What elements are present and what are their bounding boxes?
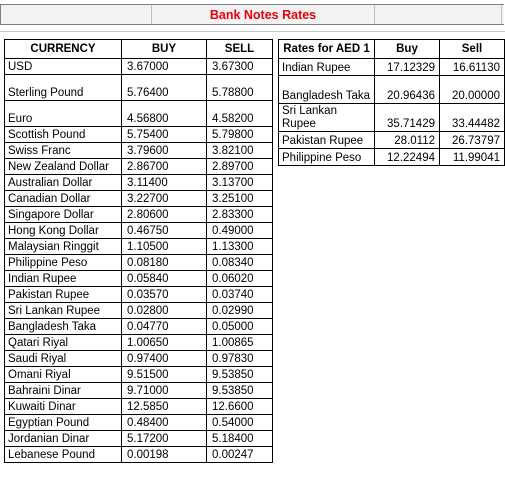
buy-rate-cell: 3.11400: [122, 175, 207, 191]
currency-name-cell: New Zealand Dollar: [5, 159, 122, 175]
currency-name-cell: USD: [5, 59, 122, 75]
table-row: [5, 239, 273, 255]
sell-rate-cell: 0.02990: [207, 303, 273, 319]
column-header-rates-for-aed: Rates for AED 1: [279, 40, 375, 59]
column-header-buy: BUY: [122, 40, 207, 59]
table-row: [5, 287, 273, 303]
buy-rate-cell: 0.03570: [122, 287, 207, 303]
table-row: [5, 319, 273, 335]
currency-name-cell: Indian Rupee: [5, 271, 122, 287]
currency-name-cell: Bahraini Dinar: [5, 383, 122, 399]
sell-rate-cell: 5.79800: [207, 127, 273, 143]
sell-rate-cell: 0.54000: [207, 415, 273, 431]
buy-rate-cell: 28.0112: [375, 132, 440, 149]
sell-rate-cell: 2.89700: [207, 159, 273, 175]
sell-rate-cell: 0.49000: [207, 223, 273, 239]
separator: [0, 31, 505, 32]
currency-name-cell: Lebanese Pound: [5, 447, 122, 463]
sell-rate-cell: 5.78800: [207, 75, 273, 101]
sell-rate-cell: 0.05000: [207, 319, 273, 335]
table-row: [5, 175, 273, 191]
table-row: [5, 143, 273, 159]
bank-notes-rates-table: [4, 39, 273, 463]
table-row: [5, 415, 273, 431]
table-row: [5, 101, 273, 127]
sell-rate-cell: 3.82100: [207, 143, 273, 159]
buy-rate-cell: 3.67000: [122, 59, 207, 75]
page-title: Bank Notes Rates: [151, 5, 375, 24]
currency-name-cell: Sterling Pound: [5, 75, 122, 101]
column-header-sell: SELL: [207, 40, 273, 59]
currency-name-cell: Scottish Pound: [5, 127, 122, 143]
buy-rate-cell: 5.75400: [122, 127, 207, 143]
sell-rate-cell: 16.61130: [440, 59, 505, 76]
currency-name-cell: Sri Lankan Rupee: [5, 303, 122, 319]
column-header-buy: Buy: [375, 40, 440, 59]
buy-rate-cell: 3.79600: [122, 143, 207, 159]
sell-rate-cell: 20.00000: [440, 76, 505, 104]
column-header-sell: Sell: [440, 40, 505, 59]
buy-rate-cell: 3.22700: [122, 191, 207, 207]
sell-rate-cell: 26.73797: [440, 132, 505, 149]
currency-name-cell: Kuwaiti Dinar: [5, 399, 122, 415]
buy-rate-cell: 0.02800: [122, 303, 207, 319]
currency-name-cell: Pakistan Rupee: [5, 287, 122, 303]
table-row: [5, 127, 273, 143]
buy-rate-cell: 0.00198: [122, 447, 207, 463]
aed-rates-table: [278, 39, 505, 166]
buy-rate-cell: 5.76400: [122, 75, 207, 101]
table-row: [5, 255, 273, 271]
currency-name-cell: Canadian Dollar: [5, 191, 122, 207]
buy-rate-cell: 2.86700: [122, 159, 207, 175]
table-row: [5, 59, 273, 75]
title-bar-edge: [501, 5, 505, 24]
currency-name-cell: Indian Rupee: [279, 59, 375, 76]
sell-rate-cell: 0.06020: [207, 271, 273, 287]
sell-rate-cell: 1.13300: [207, 239, 273, 255]
table-row: [5, 303, 273, 319]
table-row: [5, 191, 273, 207]
sell-rate-cell: 5.18400: [207, 431, 273, 447]
table-row: [5, 159, 273, 175]
table-row: [5, 431, 273, 447]
table-row: [5, 75, 273, 101]
currency-name-cell: Omani Riyal: [5, 367, 122, 383]
sell-rate-cell: 12.6600: [207, 399, 273, 415]
table-header-row: [279, 40, 505, 59]
buy-rate-cell: 0.04770: [122, 319, 207, 335]
currency-name-cell: Saudi Riyal: [5, 351, 122, 367]
sell-rate-cell: 3.13700: [207, 175, 273, 191]
sell-rate-cell: 0.00247: [207, 447, 273, 463]
sell-rate-cell: 9.53850: [207, 367, 273, 383]
sell-rate-cell: 0.08340: [207, 255, 273, 271]
buy-rate-cell: 0.05840: [122, 271, 207, 287]
table-row: [5, 447, 273, 463]
buy-rate-cell: 0.48400: [122, 415, 207, 431]
currency-name-cell: Bangladesh Taka: [5, 319, 122, 335]
buy-rate-cell: 12.22494: [375, 149, 440, 166]
currency-name-cell: Pakistan Rupee: [279, 132, 375, 149]
buy-rate-cell: 5.17200: [122, 431, 207, 447]
buy-rate-cell: 1.00650: [122, 335, 207, 351]
buy-rate-cell: 4.56800: [122, 101, 207, 127]
sell-rate-cell: 1.00865: [207, 335, 273, 351]
buy-rate-cell: 2.80600: [122, 207, 207, 223]
currency-name-cell: Australian Dollar: [5, 175, 122, 191]
title-bar: [0, 4, 504, 25]
table-row: [279, 59, 505, 76]
sell-rate-cell: 33.44482: [440, 104, 505, 132]
currency-name-cell: Sri Lankan Rupee: [279, 104, 375, 132]
table-row: [5, 207, 273, 223]
buy-rate-cell: 20.96436: [375, 76, 440, 104]
sell-rate-cell: 2.83300: [207, 207, 273, 223]
sell-rate-cell: 11.99041: [440, 149, 505, 166]
table-row: [5, 367, 273, 383]
buy-rate-cell: 1.10500: [122, 239, 207, 255]
table-header-row: [5, 40, 273, 59]
table-row: [5, 223, 273, 239]
sell-rate-cell: 0.97830: [207, 351, 273, 367]
table-row: [5, 351, 273, 367]
currency-name-cell: Swiss Franc: [5, 143, 122, 159]
buy-rate-cell: 17.12329: [375, 59, 440, 76]
currency-name-cell: Qatari Riyal: [5, 335, 122, 351]
table-row: [279, 76, 505, 104]
currency-name-cell: Hong Kong Dollar: [5, 223, 122, 239]
sell-rate-cell: 0.03740: [207, 287, 273, 303]
sell-rate-cell: 9.53850: [207, 383, 273, 399]
currency-name-cell: Bangladesh Taka: [279, 76, 375, 104]
currency-name-cell: Singapore Dollar: [5, 207, 122, 223]
currency-name-cell: Jordanian Dinar: [5, 431, 122, 447]
table-row: [5, 271, 273, 287]
buy-rate-cell: 9.51500: [122, 367, 207, 383]
table-row: [5, 399, 273, 415]
sell-rate-cell: 4.58200: [207, 101, 273, 127]
column-header-currency: CURRENCY: [5, 40, 122, 59]
currency-name-cell: Egyptian Pound: [5, 415, 122, 431]
buy-rate-cell: 0.08180: [122, 255, 207, 271]
buy-rate-cell: 0.46750: [122, 223, 207, 239]
currency-name-cell: Malaysian Ringgit: [5, 239, 122, 255]
table-row: [279, 132, 505, 149]
currency-name-cell: Philippine Peso: [279, 149, 375, 166]
sell-rate-cell: 3.67300: [207, 59, 273, 75]
table-row: [5, 383, 273, 399]
buy-rate-cell: 35.71429: [375, 104, 440, 132]
currency-name-cell: Euro: [5, 101, 122, 127]
table-row: [279, 149, 505, 166]
buy-rate-cell: 12.5850: [122, 399, 207, 415]
table-row: [5, 335, 273, 351]
buy-rate-cell: 0.97400: [122, 351, 207, 367]
table-row: [279, 104, 505, 132]
currency-name-cell: Philippine Peso: [5, 255, 122, 271]
sell-rate-cell: 3.25100: [207, 191, 273, 207]
buy-rate-cell: 9.71000: [122, 383, 207, 399]
